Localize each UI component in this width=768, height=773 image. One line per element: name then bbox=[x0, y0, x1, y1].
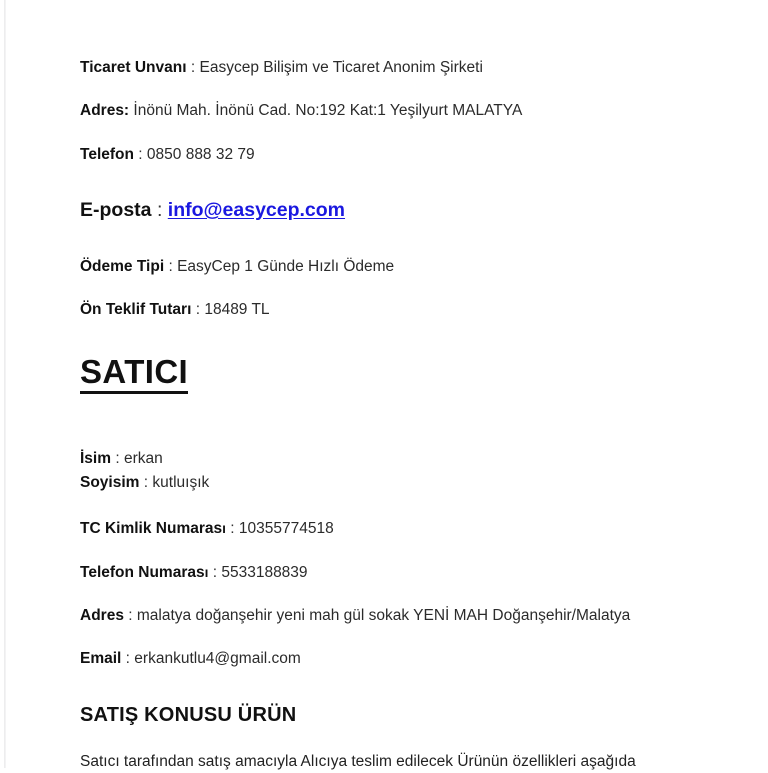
field-separator: : bbox=[190, 59, 196, 76]
seller-section-heading: SATICI bbox=[80, 354, 188, 394]
field-tc-kimlik-numarasi bbox=[80, 519, 334, 540]
field-value: malatya doğanşehir yeni mah gül sokak YENİ MAH Doğanşehir/Malatya bbox=[136, 607, 631, 624]
field-label: Adres bbox=[80, 607, 124, 624]
field-value: 0850 888 32 79 bbox=[146, 146, 255, 163]
field-separator: : bbox=[212, 564, 218, 581]
field-value: İnönü Mah. İnönü Cad. No:192 Kat:1 Yeşilyurt MALATYA bbox=[133, 102, 523, 119]
field-value: 5533188839 bbox=[221, 564, 308, 581]
field-on-teklif-tutari bbox=[80, 300, 270, 321]
field-label: Ön Teklif Tutarı bbox=[80, 301, 192, 318]
field-label: Ticaret Unvanı bbox=[80, 59, 187, 76]
field-value: 10355774518 bbox=[238, 520, 334, 537]
field-label: Ödeme Tipi bbox=[80, 258, 165, 275]
field-odeme-tipi bbox=[80, 257, 394, 278]
field-separator: : bbox=[195, 301, 201, 318]
field-label: Soyisim bbox=[80, 474, 140, 492]
field-eposta bbox=[80, 198, 345, 223]
field-value: EasyCep 1 Günde Hızlı Ödeme bbox=[177, 258, 395, 275]
seller-heading-wrap bbox=[80, 354, 188, 394]
field-separator: : bbox=[230, 520, 235, 537]
field-separator: : bbox=[128, 607, 133, 624]
field-value: erkan bbox=[123, 450, 163, 467]
field-label: Email bbox=[80, 650, 122, 667]
field-adres-sirket bbox=[80, 101, 522, 122]
field-separator: : bbox=[143, 474, 149, 492]
field-separator: : bbox=[115, 450, 120, 467]
product-section-heading: SATIŞ KONUSU ÜRÜN bbox=[80, 704, 297, 726]
product-intro-paragraph: Satıcı tarafından satış amacıyla Alıcıya teslim edilecek Ürünün özellikleri aşağıda bbox=[80, 753, 636, 770]
field-separator: : bbox=[138, 146, 143, 163]
field-telefon-sirket bbox=[80, 145, 255, 166]
field-label: E-posta bbox=[80, 199, 152, 221]
field-adres-satici bbox=[80, 606, 630, 627]
field-separator: : bbox=[125, 650, 130, 667]
field-value: Easycep Bilişim ve Ticaret Anonim Şirketi bbox=[199, 59, 483, 76]
field-soyisim bbox=[80, 471, 209, 495]
field-label: Telefon Numaras bbox=[80, 564, 205, 581]
field-label: Adres: bbox=[80, 102, 130, 119]
field-isim bbox=[80, 447, 209, 471]
field-telefon-numarasi bbox=[80, 563, 308, 584]
email-link[interactable]: info@easycep.com bbox=[167, 199, 346, 221]
field-ticaret-unvani bbox=[80, 58, 483, 79]
seller-name-block bbox=[80, 447, 209, 495]
field-value: 18489 TL bbox=[204, 301, 270, 318]
field-value: erkankutlu4@gmail.com bbox=[134, 650, 301, 667]
field-value: kutluışık bbox=[152, 474, 210, 492]
field-label: Telefon bbox=[80, 146, 134, 163]
field-label: TC Kimlik Numaras bbox=[80, 520, 223, 537]
field-label-suffix: ı bbox=[204, 565, 209, 580]
field-label: İsim bbox=[80, 450, 112, 467]
field-separator: : bbox=[168, 258, 173, 275]
field-separator: : bbox=[156, 199, 163, 221]
field-label-suffix: ı bbox=[222, 521, 226, 536]
field-email-satici bbox=[80, 649, 301, 670]
